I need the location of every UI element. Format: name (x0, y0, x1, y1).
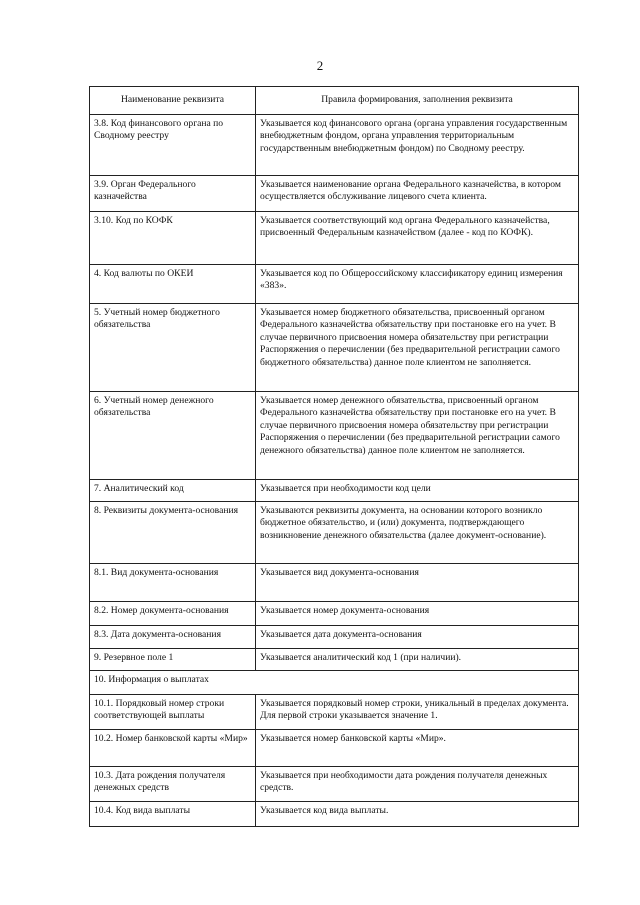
requisite-rule: Указывается наименование органа Федерального казначейства, в котором осуществляется обслуживание лицевого счета клиента. (256, 176, 579, 212)
table-row (90, 626, 579, 649)
requisite-name: 3.9. Орган Федерального казначейства (90, 176, 256, 212)
requisite-name: 7. Аналитический код (90, 480, 256, 502)
table-row (90, 392, 579, 480)
page-number: 2 (316, 58, 324, 73)
requisite-name: 10.4. Код вида выплаты (90, 802, 256, 827)
table-row (90, 304, 579, 392)
requisite-rule: Указывается соответствующий код органа Федерального казначейства, присвоенный Федеральным казначейством (далее - код по КОФК). (256, 212, 579, 265)
requisite-rule: Указывается код вида выплаты. (256, 802, 579, 827)
table-row (90, 265, 579, 304)
table-section-row (90, 671, 579, 695)
requisite-rule: Указывается код финансового органа (органа управления государственным внебюджетным фондом, органа управления территориальным государственным внебюджетным фондом) по Сводному реестру. (256, 115, 579, 176)
requisite-name: 6. Учетный номер денежного обязательства (90, 392, 256, 480)
table-row (90, 480, 579, 502)
table-row (90, 767, 579, 802)
requisite-name: 10.3. Дата рождения получателя денежных средств (90, 767, 256, 802)
header-filling-rules: Правила формирования, заполнения реквизита (256, 87, 579, 115)
section-title: 10. Информация о выплатах (90, 671, 579, 695)
requisite-rule: Указывается дата документа-основания (256, 626, 579, 649)
table-row (90, 176, 579, 212)
requisite-rule: Указывается аналитический код 1 (при наличии). (256, 649, 579, 671)
table-row (90, 649, 579, 671)
requisite-name: 3.10. Код по КОФК (90, 212, 256, 265)
table-row (90, 730, 579, 767)
requisite-rule: Указывается порядковый номер строки, уникальный в пределах документа. Для первой строки указывается значение 1. (256, 695, 579, 730)
requisite-name: 8.2. Номер документа-основания (90, 602, 256, 626)
requisite-name: 10.2. Номер банковской карты «Мир» (90, 730, 256, 767)
requisite-name: 3.8. Код финансового органа по Сводному реестру (90, 115, 256, 176)
requisite-rule: Указывается номер бюджетного обязательства, присвоенный органом Федерального казначейства обязательству при постановке его на учет. В случае первичного присвоения номера обязательству при регистрации Распоряжения о перечислении (без предварительной регистрации самого бюджетного обязательства) данное поле клиентом не заполняется. (256, 304, 579, 392)
requisite-rule: Указывается при необходимости дата рождения получателя денежных средств. (256, 767, 579, 802)
header-requisite-name: Наименование реквизита (90, 87, 256, 115)
requisite-rule: Указываются реквизиты документа, на основании которого возникло бюджетное обязательство, и (или) документа, подтверждающего возникновение денежного обязательства (далее документ-основание). (256, 502, 579, 564)
table-row (90, 802, 579, 827)
requisite-rule: Указывается код по Общероссийскому классификатору единиц измерения «383». (256, 265, 579, 304)
requisite-rule: Указывается вид документа-основания (256, 564, 579, 602)
table-row (90, 502, 579, 564)
requisite-rule: Указывается при необходимости код цели (256, 480, 579, 502)
requisite-rule: Указывается номер банковской карты «Мир». (256, 730, 579, 767)
requisite-rule: Указывается номер документа-основания (256, 602, 579, 626)
requisite-name: 5. Учетный номер бюджетного обязательства (90, 304, 256, 392)
requisite-name: 4. Код валюты по ОКЕИ (90, 265, 256, 304)
requisites-table (89, 86, 579, 827)
requisite-name: 8.1. Вид документа-основания (90, 564, 256, 602)
table-row (90, 115, 579, 176)
requisite-name: 10.1. Порядковый номер строки соответствующей выплаты (90, 695, 256, 730)
requisite-name: 9. Резервное поле 1 (90, 649, 256, 671)
requisite-rule: Указывается номер денежного обязательства, присвоенный органом Федерального казначейства обязательству при постановке его на учет. В случае первичного присвоения номера обязательству при регистрации Распоряжения о перечислении (без предварительной регистрации самого денежного обязательства) данное поле клиентом не заполняется. (256, 392, 579, 480)
table-row (90, 602, 579, 626)
requisite-name: 8. Реквизиты документа-основания (90, 502, 256, 564)
table-row (90, 212, 579, 265)
table-row (90, 564, 579, 602)
table-row (90, 695, 579, 730)
requisite-name: 8.3. Дата документа-основания (90, 626, 256, 649)
table-header-row (90, 87, 579, 115)
